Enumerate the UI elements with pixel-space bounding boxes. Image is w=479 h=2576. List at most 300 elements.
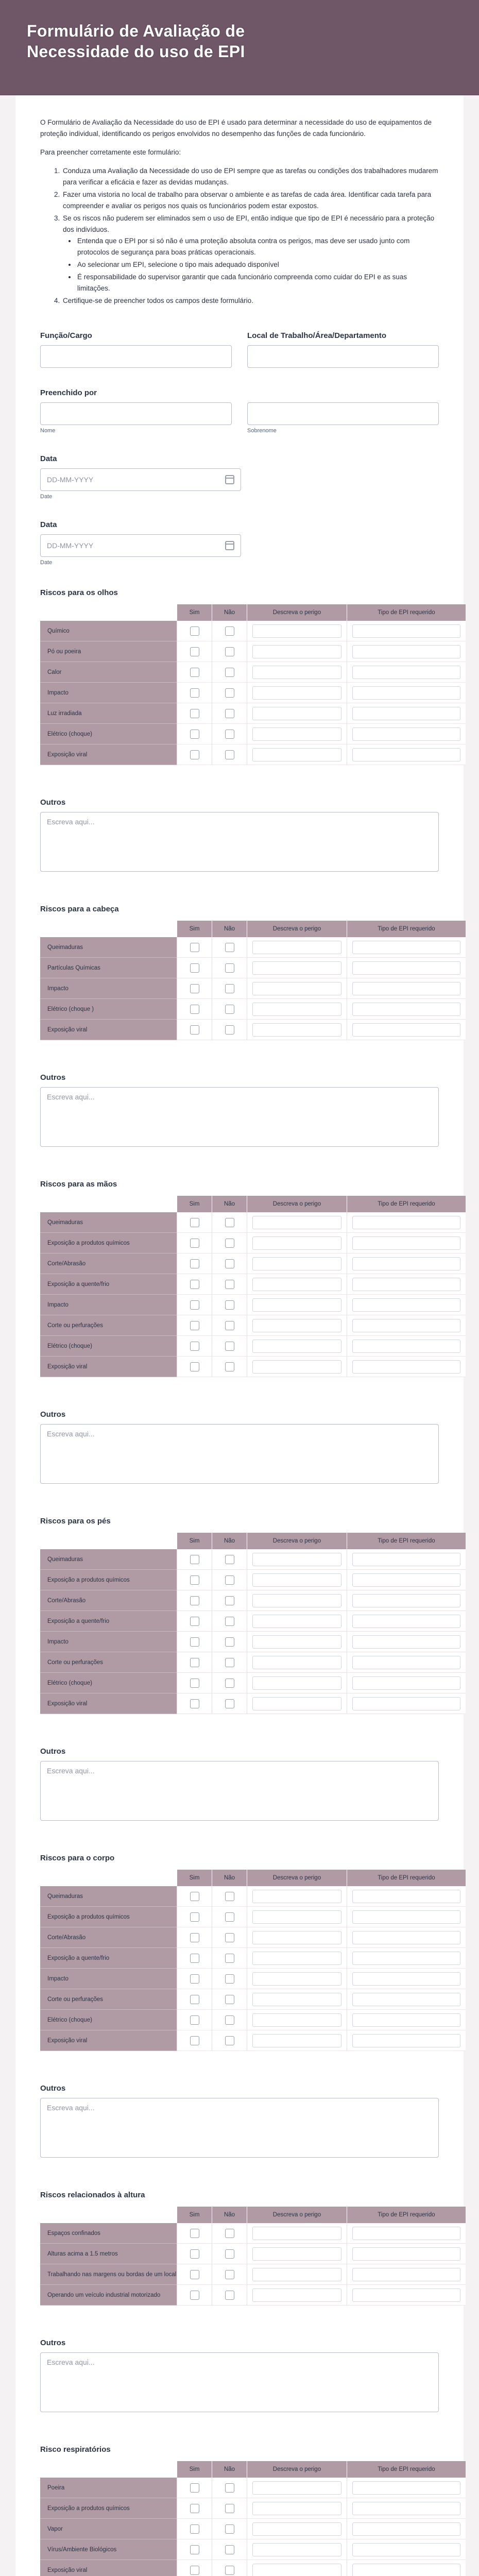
description-input[interactable] — [252, 1360, 341, 1374]
others-textarea[interactable]: Escreva aqui... — [40, 2098, 439, 2158]
checkbox-yes[interactable] — [190, 1933, 199, 1942]
checkbox-yes[interactable] — [190, 2015, 199, 2025]
description-input[interactable] — [252, 1594, 341, 1607]
others-label: Outros — [40, 2338, 66, 2347]
matrix-row-label: Vapor — [40, 2519, 177, 2539]
checkbox-no[interactable] — [225, 1362, 234, 1371]
checkbox-no[interactable] — [225, 2545, 234, 2554]
checkbox-no[interactable] — [225, 2483, 234, 2493]
checkbox-yes[interactable] — [190, 1637, 199, 1647]
matrix-cell-description — [247, 2539, 347, 2560]
ppe-type-input[interactable] — [352, 982, 460, 995]
ppe-type-input[interactable] — [352, 1257, 460, 1270]
matrix-cell-description — [247, 2010, 347, 2030]
others-section — [40, 1073, 439, 1147]
checkbox-no[interactable] — [225, 1995, 234, 2004]
matrix-cell-ppe-type — [347, 2030, 466, 2051]
matrix-cell-yes — [177, 1295, 212, 1315]
checkbox-yes[interactable] — [190, 1300, 199, 1310]
ppe-type-input[interactable] — [352, 1216, 460, 1229]
description-input[interactable] — [252, 941, 341, 954]
matrix-row-label: Elétrico (choque) — [40, 2010, 177, 2030]
ppe-type-input[interactable] — [352, 1023, 460, 1037]
description-input[interactable] — [252, 2522, 341, 2536]
checkbox-yes[interactable] — [190, 1995, 199, 2004]
checkbox-yes[interactable] — [190, 668, 199, 677]
description-input[interactable] — [252, 1319, 341, 1332]
checkbox-yes[interactable] — [190, 2270, 199, 2279]
ppe-type-input[interactable] — [352, 1972, 460, 1986]
checkbox-yes[interactable] — [190, 1974, 199, 1984]
checkbox-no[interactable] — [225, 2229, 234, 2238]
checkbox-no[interactable] — [225, 2524, 234, 2534]
checkbox-yes[interactable] — [190, 1239, 199, 1248]
matrix-cell-description — [247, 724, 347, 744]
matrix-cell-yes — [177, 999, 212, 1020]
description-input[interactable] — [252, 2247, 341, 2261]
checkbox-no[interactable] — [225, 1617, 234, 1626]
matrix-cell-no — [212, 1673, 247, 1693]
matrix-row-label: Trabalhando nas margens ou bordas de um local — [40, 2264, 177, 2285]
matrix-cell-description — [247, 2519, 347, 2539]
checkbox-yes[interactable] — [190, 2524, 199, 2534]
description-input[interactable] — [252, 1931, 341, 1944]
checkbox-no[interactable] — [225, 1342, 234, 1351]
ppe-type-input[interactable] — [352, 2227, 460, 2240]
matrix-row — [40, 1253, 466, 1274]
matrix-header-no: Não — [212, 1533, 247, 1549]
ppe-type-input[interactable] — [352, 1656, 460, 1669]
matrix-row — [40, 2030, 466, 2051]
hazard-matrix — [40, 921, 466, 1040]
matrix-cell-yes — [177, 1570, 212, 1590]
matrix-row — [40, 978, 466, 999]
checkbox-no[interactable] — [225, 1596, 234, 1605]
others-section — [40, 1747, 439, 1821]
ppe-type-input[interactable] — [352, 2013, 460, 2027]
others-label: Outros — [40, 1747, 66, 1756]
matrix-title: Riscos para os olhos — [40, 588, 118, 597]
matrix-row-label: Impacto — [40, 978, 177, 999]
ppe-type-input[interactable] — [352, 1278, 460, 1291]
checkbox-no[interactable] — [225, 2249, 234, 2259]
ppe-type-input[interactable] — [352, 1635, 460, 1649]
ppe-type-input[interactable] — [352, 1910, 460, 1924]
matrix-row — [40, 744, 466, 765]
matrix-header-description: Descreva o perigo — [247, 2461, 347, 2478]
checkbox-yes[interactable] — [190, 1575, 199, 1585]
checkbox-yes[interactable] — [190, 2483, 199, 2493]
checkbox-yes[interactable] — [190, 984, 199, 993]
checkbox-yes[interactable] — [190, 1280, 199, 1289]
description-input[interactable] — [252, 727, 341, 741]
ppe-type-input[interactable] — [352, 2543, 460, 2556]
matrix-row — [40, 1907, 466, 1927]
description-input[interactable] — [252, 2543, 341, 2556]
date-input[interactable] — [40, 468, 241, 491]
matrix-cell-no — [212, 2264, 247, 2285]
ppe-type-input[interactable] — [352, 2522, 460, 2536]
matrix-cell-yes — [177, 1632, 212, 1652]
matrix-cell-description — [247, 1886, 347, 1907]
matrix-title: Riscos para os pés — [40, 1517, 111, 1526]
matrix-cell-no — [212, 2010, 247, 2030]
checkbox-no[interactable] — [225, 2504, 234, 2513]
matrix-header-row — [40, 2207, 466, 2223]
description-input[interactable] — [252, 1216, 341, 1229]
checkbox-yes[interactable] — [190, 1617, 199, 1626]
checkbox-yes[interactable] — [190, 1892, 199, 1901]
matrix-cell-ppe-type — [347, 2010, 466, 2030]
description-input[interactable] — [252, 2268, 341, 2281]
hazard-matrix — [40, 604, 466, 765]
matrix-cell-no — [212, 1611, 247, 1632]
matrix-cell-no — [212, 1570, 247, 1590]
matrix-row — [40, 2264, 466, 2285]
checkbox-no[interactable] — [225, 1321, 234, 1330]
matrix-cell-yes — [177, 2264, 212, 2285]
ppe-type-input[interactable] — [352, 707, 460, 720]
description-input[interactable] — [252, 1023, 341, 1037]
description-input[interactable] — [252, 2564, 341, 2576]
matrix-row — [40, 683, 466, 703]
role-field-group — [40, 331, 232, 368]
checkbox-yes[interactable] — [190, 1555, 199, 1564]
location-input[interactable] — [247, 345, 439, 368]
checkbox-yes[interactable] — [190, 750, 199, 759]
checkbox-yes[interactable] — [190, 2229, 199, 2238]
ppe-type-input[interactable] — [352, 2289, 460, 2302]
ppe-type-input[interactable] — [352, 941, 460, 954]
checkbox-yes[interactable] — [190, 1025, 199, 1035]
checkbox-yes[interactable] — [190, 1658, 199, 1667]
description-input[interactable] — [252, 1952, 341, 1965]
hazard-section — [40, 1180, 439, 1377]
matrix-cell-no — [212, 621, 247, 641]
checkbox-no[interactable] — [225, 1912, 234, 1922]
others-textarea[interactable]: Escreva aqui... — [40, 1761, 439, 1821]
matrix-row-label: Exposição a produtos químicos — [40, 1233, 177, 1253]
checkbox-yes[interactable] — [190, 1259, 199, 1268]
ppe-type-input[interactable] — [352, 2034, 460, 2047]
matrix-header-description: Descreva o perigo — [247, 2207, 347, 2223]
description-input[interactable] — [252, 1910, 341, 1924]
ppe-type-input[interactable] — [352, 1236, 460, 1250]
checkbox-no[interactable] — [225, 943, 234, 952]
checkbox-no[interactable] — [225, 2270, 234, 2279]
matrix-row — [40, 2285, 466, 2306]
description-input[interactable] — [252, 1003, 341, 1016]
checkbox-yes[interactable] — [190, 730, 199, 739]
checkbox-yes[interactable] — [190, 1679, 199, 1688]
matrix-cell-ppe-type — [347, 958, 466, 978]
description-input[interactable] — [252, 1697, 341, 1710]
form-card — [15, 95, 464, 2576]
checkbox-no[interactable] — [225, 688, 234, 698]
checkbox-no[interactable] — [225, 963, 234, 973]
checkbox-no[interactable] — [225, 1239, 234, 1248]
description-input[interactable] — [252, 1890, 341, 1903]
matrix-cell-yes — [177, 2519, 212, 2539]
ppe-type-input[interactable] — [352, 2502, 460, 2515]
checkbox-yes[interactable] — [190, 709, 199, 718]
description-input[interactable] — [252, 645, 341, 658]
ppe-type-input[interactable] — [352, 1553, 460, 1566]
matrix-cell-ppe-type — [347, 1673, 466, 1693]
ppe-type-input[interactable] — [352, 2247, 460, 2261]
checkbox-no[interactable] — [225, 709, 234, 718]
description-input[interactable] — [252, 1553, 341, 1566]
matrix-row-label: Impacto — [40, 1632, 177, 1652]
matrix-cell-no — [212, 1632, 247, 1652]
matrix-header-ppe-type: Tipo de EPI requerido — [347, 921, 466, 937]
matrix-cell-yes — [177, 683, 212, 703]
checkbox-yes[interactable] — [190, 1912, 199, 1922]
ppe-type-input[interactable] — [352, 748, 460, 761]
ppe-type-input[interactable] — [352, 1697, 460, 1710]
ppe-type-input[interactable] — [352, 961, 460, 975]
description-input[interactable] — [252, 2481, 341, 2495]
checkbox-no[interactable] — [225, 1555, 234, 1564]
others-textarea[interactable]: Escreva aqui... — [40, 2352, 439, 2412]
checkbox-no[interactable] — [225, 1280, 234, 1289]
matrix-row-label: Exposição viral — [40, 1693, 177, 1714]
hazard-section — [40, 1517, 439, 1714]
matrix-cell-ppe-type — [347, 1549, 466, 1570]
description-input[interactable] — [252, 2013, 341, 2027]
first-name-input[interactable] — [40, 402, 232, 425]
description-input[interactable] — [252, 2502, 341, 2515]
matrix-row-label: Queimaduras — [40, 1549, 177, 1570]
description-input[interactable] — [252, 1615, 341, 1628]
ppe-type-input[interactable] — [352, 1340, 460, 1353]
checkbox-yes[interactable] — [190, 688, 199, 698]
role-location-row — [40, 331, 439, 368]
description-input[interactable] — [252, 2034, 341, 2047]
checkbox-no[interactable] — [225, 1575, 234, 1585]
matrix-cell-description — [247, 2030, 347, 2051]
checkbox-yes[interactable] — [190, 1321, 199, 1330]
ppe-type-input[interactable] — [352, 1931, 460, 1944]
matrix-cell-description — [247, 1315, 347, 1336]
matrix-cell-yes — [177, 1212, 212, 1233]
checkbox-no[interactable] — [225, 1637, 234, 1647]
description-input[interactable] — [252, 748, 341, 761]
description-input[interactable] — [252, 1676, 341, 1690]
matrix-row-label: Exposição a quente/frio — [40, 1274, 177, 1295]
form-header — [0, 0, 479, 95]
ppe-type-input[interactable] — [352, 727, 460, 741]
checkbox-no[interactable] — [225, 1259, 234, 1268]
description-input[interactable] — [252, 2289, 341, 2302]
checkbox-no[interactable] — [225, 1218, 234, 1227]
ppe-type-input[interactable] — [352, 1594, 460, 1607]
others-section — [40, 2084, 439, 2158]
checkbox-no[interactable] — [225, 1005, 234, 1014]
hazard-matrix — [40, 2207, 466, 2306]
description-input[interactable] — [252, 1573, 341, 1587]
description-input[interactable] — [252, 1340, 341, 1353]
matrix-cell-no — [212, 2478, 247, 2498]
matrix-cell-description — [247, 1948, 347, 1969]
matrix-cell-no — [212, 1295, 247, 1315]
matrix-cell-description — [247, 1549, 347, 1570]
ppe-type-input[interactable] — [352, 686, 460, 700]
checkbox-no[interactable] — [225, 1699, 234, 1708]
description-input[interactable] — [252, 982, 341, 995]
matrix-row-label: Vírus/Ambiente Biológicos — [40, 2539, 177, 2560]
checkbox-yes[interactable] — [190, 1596, 199, 1605]
instruction-step — [62, 213, 439, 294]
checkbox-yes[interactable] — [190, 2566, 199, 2575]
description-input[interactable] — [252, 1993, 341, 2006]
description-input[interactable] — [252, 1257, 341, 1270]
checkbox-no[interactable] — [225, 1679, 234, 1688]
ppe-type-input[interactable] — [352, 1360, 460, 1374]
checkbox-no[interactable] — [225, 2566, 234, 2575]
ppe-type-input[interactable] — [352, 1890, 460, 1903]
others-textarea[interactable]: Escreva aqui... — [40, 1087, 439, 1147]
hazard-section — [40, 588, 439, 765]
matrix-row-label: Exposição viral — [40, 744, 177, 765]
checkbox-yes[interactable] — [190, 2291, 199, 2300]
checkbox-no[interactable] — [225, 984, 234, 993]
checkbox-yes[interactable] — [190, 1699, 199, 1708]
checkbox-yes[interactable] — [190, 2545, 199, 2554]
description-input[interactable] — [252, 1278, 341, 1291]
checkbox-yes[interactable] — [190, 2504, 199, 2513]
matrix-row — [40, 2478, 466, 2498]
matrix-cell-no — [212, 2244, 247, 2264]
matrix-cell-no — [212, 1336, 247, 1357]
ppe-type-input[interactable] — [352, 1573, 460, 1587]
checkbox-no[interactable] — [225, 1658, 234, 1667]
ppe-type-input[interactable] — [352, 1952, 460, 1965]
description-input[interactable] — [252, 1236, 341, 1250]
ppe-type-input[interactable] — [352, 2481, 460, 2495]
description-input[interactable] — [252, 1635, 341, 1649]
ppe-type-input[interactable] — [352, 624, 460, 638]
ppe-type-input[interactable] — [352, 1003, 460, 1016]
date-label: Data — [40, 454, 57, 463]
others-textarea[interactable]: Escreva aqui... — [40, 1424, 439, 1484]
matrix-cell-description — [247, 1673, 347, 1693]
description-input[interactable] — [252, 1972, 341, 1986]
checkbox-no[interactable] — [225, 1933, 234, 1942]
ppe-type-input[interactable] — [352, 666, 460, 679]
date-input[interactable] — [40, 534, 241, 557]
description-input[interactable] — [252, 707, 341, 720]
matrix-title: Risco respiratórios — [40, 2445, 111, 2454]
matrix-header-ppe-type: Tipo de EPI requerido — [347, 2461, 466, 2478]
checkbox-yes[interactable] — [190, 1005, 199, 1014]
calendar-icon[interactable] — [225, 541, 234, 550]
ppe-type-input[interactable] — [352, 2268, 460, 2281]
checkbox-no[interactable] — [225, 626, 234, 636]
matrix-cell-ppe-type — [347, 1357, 466, 1377]
ppe-type-input[interactable] — [352, 1993, 460, 2006]
checkbox-yes[interactable] — [190, 2036, 199, 2045]
matrix-cell-no — [212, 2519, 247, 2539]
ppe-type-input[interactable] — [352, 1319, 460, 1332]
description-input[interactable] — [252, 666, 341, 679]
checkbox-no[interactable] — [225, 1300, 234, 1310]
matrix-cell-no — [212, 724, 247, 744]
checkbox-yes[interactable] — [190, 1218, 199, 1227]
checkbox-no[interactable] — [225, 2015, 234, 2025]
date-label: Data — [40, 520, 57, 529]
last-name-input[interactable] — [247, 402, 439, 425]
matrix-cell-yes — [177, 1886, 212, 1907]
others-label: Outros — [40, 2084, 66, 2093]
ppe-type-input[interactable] — [352, 1615, 460, 1628]
matrix-cell-description — [247, 662, 347, 683]
description-input[interactable] — [252, 2227, 341, 2240]
description-input[interactable] — [252, 1298, 341, 1312]
matrix-header-yes: Sim — [177, 604, 212, 621]
role-input[interactable] — [40, 345, 232, 368]
hazard-matrix — [40, 1196, 466, 1377]
location-field-group — [247, 331, 439, 368]
matrix-cell-no — [212, 1693, 247, 1714]
matrix-cell-yes — [177, 1020, 212, 1040]
checkbox-no[interactable] — [225, 647, 234, 656]
hazard-section — [40, 905, 439, 1040]
matrix-row — [40, 2223, 466, 2244]
description-input[interactable] — [252, 961, 341, 975]
checkbox-no[interactable] — [225, 2036, 234, 2045]
matrix-row-label: Espaços confinados — [40, 2223, 177, 2244]
matrix-cell-description — [247, 641, 347, 662]
checkbox-yes[interactable] — [190, 2249, 199, 2259]
matrix-row — [40, 1295, 466, 1315]
matrix-cell-ppe-type — [347, 2498, 466, 2519]
description-input[interactable] — [252, 686, 341, 700]
checkbox-no[interactable] — [225, 730, 234, 739]
checkbox-no[interactable] — [225, 2291, 234, 2300]
checkbox-no[interactable] — [225, 1974, 234, 1984]
checkbox-no[interactable] — [225, 1892, 234, 1901]
ppe-type-input[interactable] — [352, 645, 460, 658]
matrix-row — [40, 2560, 466, 2576]
others-textarea[interactable]: Escreva aqui... — [40, 812, 439, 872]
ppe-type-input[interactable] — [352, 2564, 460, 2576]
ppe-type-input[interactable] — [352, 1298, 460, 1312]
checkbox-yes[interactable] — [190, 1954, 199, 1963]
matrix-header-ppe-type: Tipo de EPI requerido — [347, 1870, 466, 1886]
checkbox-no[interactable] — [225, 1025, 234, 1035]
calendar-icon[interactable] — [225, 475, 234, 484]
matrix-cell-no — [212, 1020, 247, 1040]
description-input[interactable] — [252, 624, 341, 638]
checkbox-yes[interactable] — [190, 626, 199, 636]
ppe-type-input[interactable] — [352, 1676, 460, 1690]
checkbox-yes[interactable] — [190, 1342, 199, 1351]
description-input[interactable] — [252, 1656, 341, 1669]
matrix-row-label: Corte/Abrasão — [40, 1927, 177, 1948]
checkbox-yes[interactable] — [190, 1362, 199, 1371]
matrix-cell-description — [247, 2264, 347, 2285]
checkbox-yes[interactable] — [190, 647, 199, 656]
checkbox-no[interactable] — [225, 750, 234, 759]
checkbox-no[interactable] — [225, 1954, 234, 1963]
matrix-cell-description — [247, 1632, 347, 1652]
checkbox-no[interactable] — [225, 668, 234, 677]
checkbox-yes[interactable] — [190, 963, 199, 973]
checkbox-yes[interactable] — [190, 943, 199, 952]
location-label: Local de Trabalho/Área/Departamento — [247, 331, 387, 340]
matrix-row — [40, 621, 466, 641]
